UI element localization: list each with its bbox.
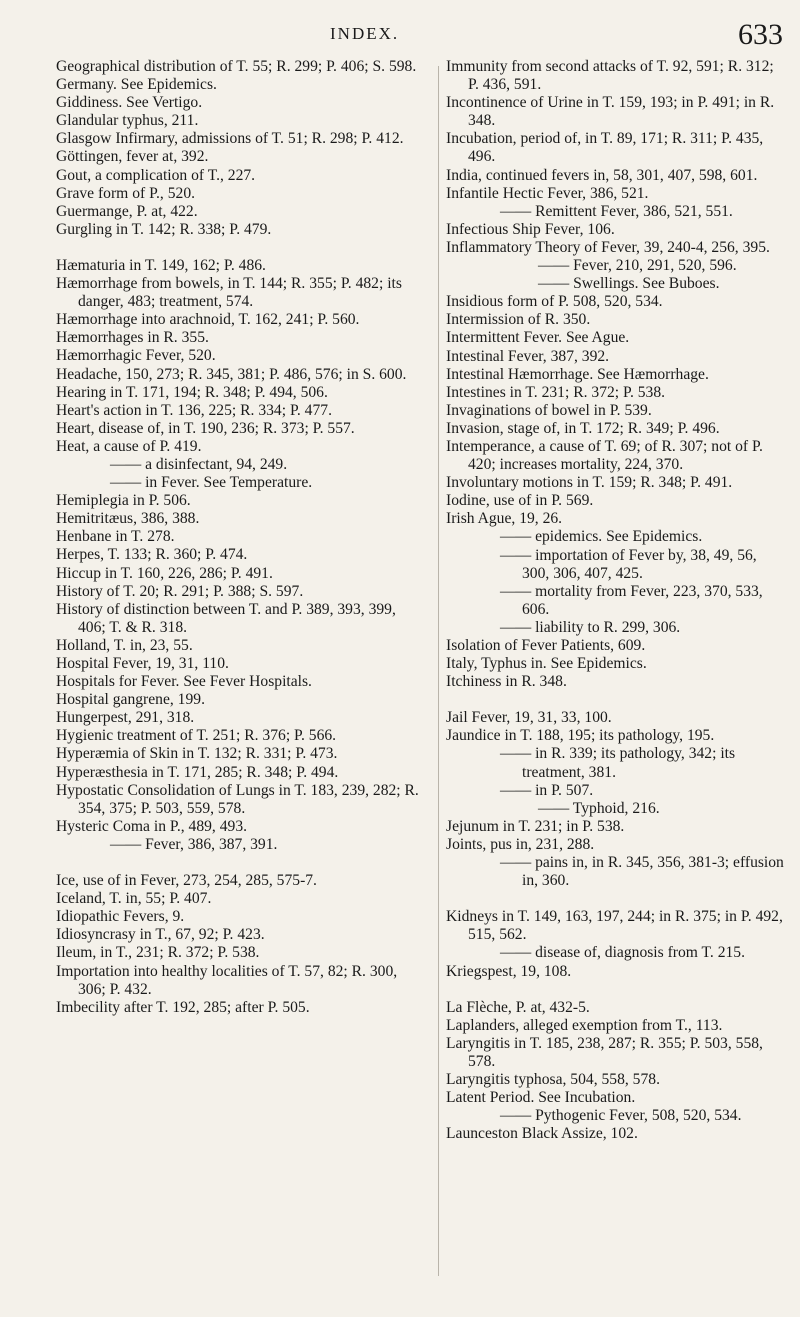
index-entry: Hæmorrhages in R. 355. — [56, 329, 209, 347]
index-entry: —— epidemics. See Epidemics. — [500, 528, 703, 546]
index-entry: Incubation, period of, in T. 89, 171; R. 311; P. 435, 496. — [446, 130, 764, 166]
index-entry: Idiosyncrasy in T., 67, 92; P. 423. — [56, 926, 265, 944]
index-entry: Geographical distribution of T. 55; R. 299; P. 406; S. 598. — [56, 58, 417, 75]
index-entry: India, continued fevers in, 58, 301, 407, 598, 601. — [446, 166, 758, 184]
index-entry: Intermission of R. 350. — [446, 311, 591, 329]
index-entry: Glandular typhus, 211. — [56, 112, 199, 130]
index-entry: Isolation of Fever Patients, 609. — [446, 637, 646, 654]
index-entry: —— importation of Fever by, 38, 49, 56, 300, 306, 407, 425. — [500, 546, 757, 582]
index-entry: Hungerpest, 291, 318. — [56, 709, 195, 727]
index-entry: Launceston Black Assize, 102. — [446, 1125, 638, 1143]
index-entry: Hemitritæus, 386, 388. — [56, 510, 200, 528]
index-entry: Hospitals for Fever. See Fever Hospitals. — [56, 673, 312, 691]
index-entry: Intemperance, a cause of T. 69; of R. 307; not of P. 420; increases mortality, 224, 370. — [446, 437, 763, 474]
index-entry: Laplanders, alleged exemption from T., 113. — [446, 1016, 723, 1034]
index-column-left — [56, 58, 426, 1017]
index-entry: Insidious form of P. 508, 520, 534. — [446, 293, 663, 311]
index-entry: —— Fever, 386, 387, 391. — [110, 835, 278, 853]
index-entry: Imbecility after T. 192, 285; after P. 505. — [56, 998, 310, 1016]
index-entry: Incontinence of Urine in T. 159, 193; in P. 491; in R. 348. — [446, 94, 775, 130]
index-entry: Joints, pus in, 231, 288. — [446, 835, 595, 853]
index-entry: Hæmorrhage into arachnoid, T. 162, 241; P. 560. — [56, 311, 360, 329]
index-entry: —— in R. 339; its pathology, 342; its treatment, 381. — [500, 745, 736, 781]
index-entry: Hearing in T. 171, 194; R. 348; P. 494, 506. — [56, 383, 328, 401]
index-entry: Infantile Hectic Fever, 386, 521. — [446, 184, 649, 202]
index-entry: Gurgling in T. 142; R. 338; P. 479. — [56, 220, 272, 238]
index-entry: —— Typhoid, 216. — [538, 799, 660, 817]
page-header — [0, 16, 800, 56]
index-entry: Irish Ague, 19, 26. — [446, 510, 563, 528]
index-entry: Italy, Typhus in. See Epidemics. — [446, 655, 647, 673]
index-entry: Jaundice in T. 188, 195; its pathology, 195. — [446, 727, 715, 745]
index-entry: —— in P. 507. — [500, 781, 594, 799]
index-entry: Hygienic treatment of T. 251; R. 376; P. 566. — [56, 727, 337, 745]
index-entry: Intestines in T. 231; R. 372; P. 538. — [446, 383, 666, 401]
index-entry: Glasgow Infirmary, admissions of T. 51; R. 298; P. 412. — [56, 130, 404, 148]
index-entry: Jejunum in T. 231; in P. 538. — [446, 817, 625, 835]
index-entry: Inflammatory Theory of Fever, 39, 240-4, 256, 395. — [446, 238, 770, 256]
index-entry: History of distinction between T. and P. 389, 393, 399, 406; T. & R. 318. — [56, 600, 396, 636]
index-entry: La Flèche, P. at, 432-5. — [446, 998, 590, 1016]
index-entry: —— in Fever. See Temperature. — [110, 474, 313, 492]
index-entry: —— liability to R. 299, 306. — [500, 618, 681, 636]
index-entry: —— Remittent Fever, 386, 521, 551. — [500, 202, 733, 220]
index-column-right — [446, 58, 786, 1143]
index-entry: Göttingen, fever at, 392. — [56, 148, 209, 166]
index-entry: Hypostatic Consolidation of Lungs in T. 183, 239, 282; R. 354, 375; P. 503, 559, 578. — [56, 781, 419, 817]
index-entry: Intermittent Fever. See Ague. — [446, 329, 630, 347]
index-entry: Hyperæmia of Skin in T. 132; R. 331; P. 473. — [56, 745, 338, 763]
index-entry: Hæmorrhage from bowels, in T. 144; R. 355; P. 482; its danger, 483; treatment, 574. — [56, 275, 402, 311]
page-number: 633 — [738, 18, 783, 51]
index-entry: Holland, T. in, 23, 55. — [56, 636, 193, 654]
index-entry: —— disease of, diagnosis from T. 215. — [500, 944, 745, 962]
index-entry: —— Pythogenic Fever, 508, 520, 534. — [500, 1107, 742, 1125]
index-entry: Hæmaturia in T. 149, 162; P. 486. — [56, 256, 266, 274]
index-entry: Invasion, stage of, in T. 172; R. 349; P. 496. — [446, 419, 720, 437]
index-entry: Ileum, in T., 231; R. 372; P. 538. — [56, 944, 260, 962]
index-entry: Kriegspest, 19, 108. — [446, 962, 572, 980]
index-entry: Invaginations of bowel in P. 539. — [446, 401, 652, 419]
index-entry: Heat, a cause of P. 419. — [56, 437, 202, 455]
index-entry: Hospital Fever, 19, 31, 110. — [56, 655, 229, 672]
index-entry: Hyperæsthesia in T. 171, 285; R. 348; P. 494. — [56, 763, 339, 781]
index-entry: —— Fever, 210, 291, 520, 596. — [538, 257, 737, 275]
index-entry: Henbane in T. 278. — [56, 528, 175, 546]
index-entry: Hysteric Coma in P., 489, 493. — [56, 817, 248, 835]
index-entry: Herpes, T. 133; R. 360; P. 474. — [56, 546, 248, 564]
index-entry: Germany. See Epidemics. — [56, 76, 217, 94]
index-entry: Itchiness in R. 348. — [446, 673, 567, 691]
index-entry: Guermange, P. at, 422. — [56, 202, 198, 220]
index-entry: —— a disinfectant, 94, 249. — [110, 455, 288, 473]
index-entry: Ice, use of in Fever, 273, 254, 285, 575-7. — [56, 872, 317, 890]
index-entry: Gout, a complication of T., 227. — [56, 166, 256, 184]
index-entry: Iceland, T. in, 55; P. 407. — [56, 890, 212, 908]
index-entry: Intestinal Hæmorrhage. See Hæmorrhage. — [446, 365, 709, 383]
index-entry: Grave form of P., 520. — [56, 184, 196, 202]
index-entry: Infectious Ship Fever, 106. — [446, 220, 615, 238]
index-entry: Hemiplegia in P. 506. — [56, 492, 191, 510]
index-entry: —— Swellings. See Buboes. — [538, 275, 720, 293]
index-entry: Idiopathic Fevers, 9. — [56, 908, 185, 926]
index-entry: Laryngitis in T. 185, 238, 287; R. 355; P. 503, 558, 578. — [446, 1034, 763, 1070]
index-entry: Iodine, use of in P. 569. — [446, 492, 594, 510]
index-entry: History of T. 20; R. 291; P. 388; S. 597. — [56, 582, 304, 600]
index-entry: Heart, disease of, in T. 190, 236; R. 373; P. 557. — [56, 419, 355, 437]
index-entry: Hæmorrhagic Fever, 520. — [56, 347, 216, 365]
index-entry: Kidneys in T. 149, 163, 197, 244; in R. 375; in P. 492, 515, 562. — [446, 908, 783, 944]
index-entry: Intestinal Fever, 387, 392. — [446, 347, 610, 365]
column-divider — [438, 66, 439, 1276]
index-entry: Laryngitis typhosa, 504, 558, 578. — [446, 1070, 660, 1088]
index-entry: Hospital gangrene, 199. — [56, 691, 205, 709]
page-title: INDEX. — [330, 24, 400, 43]
index-entry: Jail Fever, 19, 31, 33, 100. — [446, 709, 612, 727]
index-entry: Latent Period. See Incubation. — [446, 1089, 636, 1107]
index-entry: Giddiness. See Vertigo. — [56, 94, 203, 112]
index-entry: Importation into healthy localities of T. 57, 82; R. 300, 306; P. 432. — [56, 962, 398, 998]
index-entry: Hiccup in T. 160, 226, 286; P. 491. — [56, 564, 273, 582]
index-entry: Headache, 150, 273; R. 345, 381; P. 486, 576; in S. 600. — [56, 365, 407, 383]
index-entry: —— pains in, in R. 345, 356, 381-3; effusion in, 360. — [500, 854, 784, 890]
index-entry: Immunity from second attacks of T. 92, 591; R. 312; P. 436, 591. — [446, 58, 774, 94]
index-entry: —— mortality from Fever, 223, 370, 533, 606. — [500, 582, 763, 618]
index-entry: Heart's action in T. 136, 225; R. 334; P. 477. — [56, 401, 332, 419]
index-entry: Involuntary motions in T. 159; R. 348; P. 491. — [446, 474, 733, 492]
